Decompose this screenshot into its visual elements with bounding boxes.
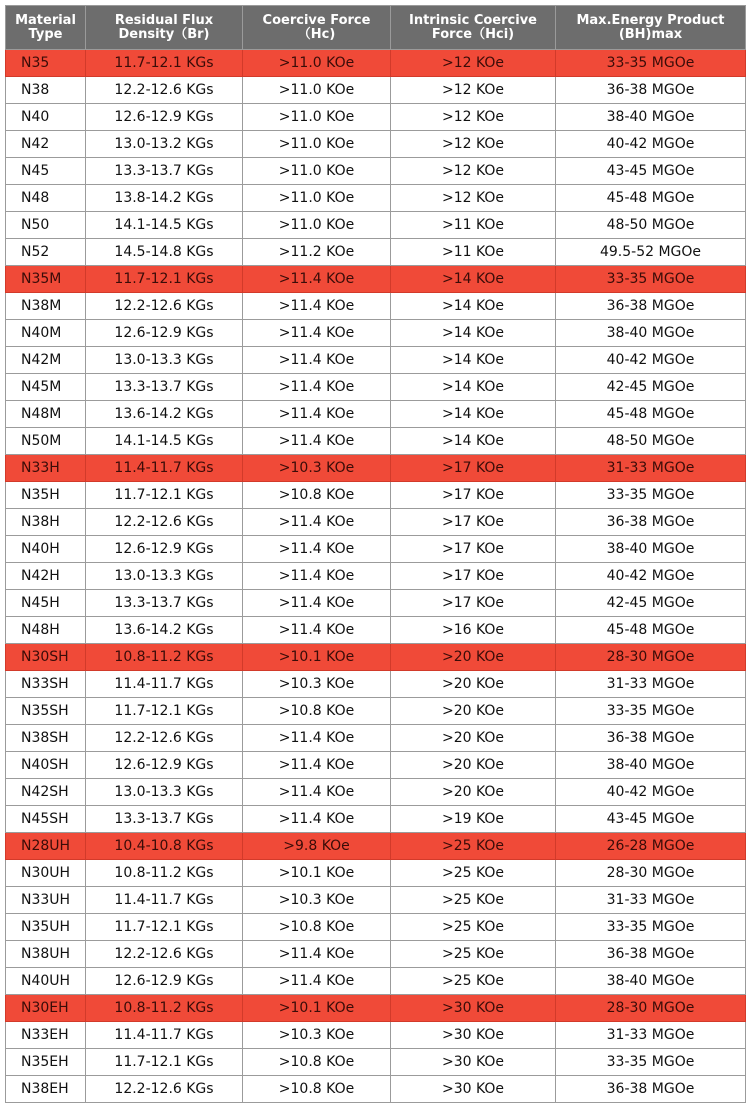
table-row [6, 563, 746, 590]
cell-residual-flux-density: 12.2-12.6 KGs [86, 509, 243, 536]
table-row [6, 482, 746, 509]
cell-residual-flux-density: 11.7-12.1 KGs [86, 1049, 243, 1076]
cell-max-energy-product: 43-45 MGOe [556, 806, 746, 833]
cell-intrinsic-coercive-force: >12 KOe [391, 185, 556, 212]
table-row [6, 50, 746, 77]
cell-material-type: N40UH [6, 968, 86, 995]
table-row [6, 914, 746, 941]
cell-material-type: N33H [6, 455, 86, 482]
cell-max-energy-product: 31-33 MGOe [556, 1022, 746, 1049]
cell-material-type: N35SH [6, 698, 86, 725]
table-header [6, 6, 746, 50]
cell-residual-flux-density: 11.7-12.1 KGs [86, 914, 243, 941]
cell-coercive-force: >11.0 KOe [243, 77, 391, 104]
cell-coercive-force: >11.4 KOe [243, 266, 391, 293]
cell-material-type: N52 [6, 239, 86, 266]
cell-coercive-force: >10.8 KOe [243, 914, 391, 941]
cell-material-type: N48H [6, 617, 86, 644]
cell-max-energy-product: 31-33 MGOe [556, 671, 746, 698]
cell-intrinsic-coercive-force: >12 KOe [391, 50, 556, 77]
table-row [6, 401, 746, 428]
header-material-type [6, 6, 86, 50]
cell-residual-flux-density: 11.4-11.7 KGs [86, 1022, 243, 1049]
cell-coercive-force: >9.8 KOe [243, 833, 391, 860]
table-row [6, 995, 746, 1022]
table-row [6, 671, 746, 698]
cell-material-type: N45SH [6, 806, 86, 833]
cell-intrinsic-coercive-force: >14 KOe [391, 293, 556, 320]
cell-residual-flux-density: 13.6-14.2 KGs [86, 401, 243, 428]
cell-coercive-force: >11.0 KOe [243, 212, 391, 239]
cell-coercive-force: >11.4 KOe [243, 374, 391, 401]
cell-max-energy-product: 48-50 MGOe [556, 212, 746, 239]
cell-coercive-force: >11.4 KOe [243, 293, 391, 320]
cell-max-energy-product: 33-35 MGOe [556, 482, 746, 509]
table-row [6, 968, 746, 995]
cell-max-energy-product: 36-38 MGOe [556, 941, 746, 968]
cell-intrinsic-coercive-force: >20 KOe [391, 779, 556, 806]
header-row [6, 6, 746, 50]
cell-coercive-force: >11.4 KOe [243, 617, 391, 644]
cell-intrinsic-coercive-force: >17 KOe [391, 536, 556, 563]
table-body [6, 50, 746, 1103]
cell-material-type: N45 [6, 158, 86, 185]
cell-intrinsic-coercive-force: >12 KOe [391, 158, 556, 185]
cell-intrinsic-coercive-force: >30 KOe [391, 1076, 556, 1103]
magnet-grade-table [5, 5, 746, 1103]
table-row [6, 509, 746, 536]
table-row [6, 860, 746, 887]
cell-material-type: N38SH [6, 725, 86, 752]
cell-material-type: N40M [6, 320, 86, 347]
header-line: Material [15, 12, 76, 28]
cell-max-energy-product: 43-45 MGOe [556, 158, 746, 185]
cell-coercive-force: >11.4 KOe [243, 509, 391, 536]
cell-residual-flux-density: 10.8-11.2 KGs [86, 860, 243, 887]
cell-max-energy-product: 36-38 MGOe [556, 1076, 746, 1103]
table-row [6, 1076, 746, 1103]
table-row [6, 806, 746, 833]
cell-material-type: N38M [6, 293, 86, 320]
cell-intrinsic-coercive-force: >12 KOe [391, 131, 556, 158]
cell-material-type: N35 [6, 50, 86, 77]
cell-max-energy-product: 40-42 MGOe [556, 563, 746, 590]
cell-intrinsic-coercive-force: >25 KOe [391, 833, 556, 860]
cell-material-type: N45H [6, 590, 86, 617]
cell-residual-flux-density: 10.8-11.2 KGs [86, 644, 243, 671]
cell-coercive-force: >11.2 KOe [243, 239, 391, 266]
cell-material-type: N38EH [6, 1076, 86, 1103]
cell-residual-flux-density: 13.0-13.3 KGs [86, 779, 243, 806]
cell-residual-flux-density: 13.0-13.3 KGs [86, 563, 243, 590]
header-max-energy-product [556, 6, 746, 50]
cell-max-energy-product: 31-33 MGOe [556, 455, 746, 482]
cell-intrinsic-coercive-force: >20 KOe [391, 644, 556, 671]
header-residual-flux-density [86, 6, 243, 50]
cell-coercive-force: >11.4 KOe [243, 779, 391, 806]
cell-intrinsic-coercive-force: >25 KOe [391, 887, 556, 914]
cell-intrinsic-coercive-force: >30 KOe [391, 1022, 556, 1049]
cell-material-type: N45M [6, 374, 86, 401]
table-row [6, 158, 746, 185]
cell-max-energy-product: 33-35 MGOe [556, 50, 746, 77]
header-line: Max.Energy Product [576, 12, 725, 28]
header-line: Coercive Force [262, 12, 371, 28]
cell-material-type: N48M [6, 401, 86, 428]
cell-intrinsic-coercive-force: >11 KOe [391, 212, 556, 239]
cell-intrinsic-coercive-force: >25 KOe [391, 860, 556, 887]
cell-residual-flux-density: 12.6-12.9 KGs [86, 104, 243, 131]
header-line: Type [28, 26, 63, 42]
cell-max-energy-product: 49.5-52 MGOe [556, 239, 746, 266]
cell-residual-flux-density: 11.4-11.7 KGs [86, 671, 243, 698]
cell-coercive-force: >11.4 KOe [243, 968, 391, 995]
cell-max-energy-product: 33-35 MGOe [556, 266, 746, 293]
cell-residual-flux-density: 13.6-14.2 KGs [86, 617, 243, 644]
cell-material-type: N40H [6, 536, 86, 563]
cell-intrinsic-coercive-force: >11 KOe [391, 239, 556, 266]
cell-residual-flux-density: 13.3-13.7 KGs [86, 590, 243, 617]
cell-coercive-force: >10.8 KOe [243, 1076, 391, 1103]
cell-max-energy-product: 33-35 MGOe [556, 698, 746, 725]
table-row [6, 536, 746, 563]
table-row [6, 644, 746, 671]
cell-intrinsic-coercive-force: >19 KOe [391, 806, 556, 833]
cell-residual-flux-density: 12.6-12.9 KGs [86, 752, 243, 779]
cell-residual-flux-density: 14.5-14.8 KGs [86, 239, 243, 266]
cell-max-energy-product: 45-48 MGOe [556, 401, 746, 428]
cell-material-type: N30SH [6, 644, 86, 671]
cell-coercive-force: >11.4 KOe [243, 536, 391, 563]
table-row [6, 77, 746, 104]
cell-max-energy-product: 42-45 MGOe [556, 590, 746, 617]
magnet-grade-table-container [5, 5, 745, 1103]
table-row [6, 428, 746, 455]
table-row [6, 698, 746, 725]
cell-max-energy-product: 33-35 MGOe [556, 914, 746, 941]
cell-intrinsic-coercive-force: >17 KOe [391, 563, 556, 590]
cell-max-energy-product: 36-38 MGOe [556, 77, 746, 104]
header-line: （Hc) [297, 26, 336, 42]
cell-max-energy-product: 36-38 MGOe [556, 509, 746, 536]
cell-coercive-force: >10.1 KOe [243, 860, 391, 887]
cell-max-energy-product: 28-30 MGOe [556, 860, 746, 887]
cell-intrinsic-coercive-force: >30 KOe [391, 1049, 556, 1076]
cell-max-energy-product: 45-48 MGOe [556, 185, 746, 212]
cell-coercive-force: >11.4 KOe [243, 320, 391, 347]
cell-residual-flux-density: 12.2-12.6 KGs [86, 77, 243, 104]
cell-residual-flux-density: 11.7-12.1 KGs [86, 266, 243, 293]
cell-material-type: N40SH [6, 752, 86, 779]
cell-coercive-force: >10.8 KOe [243, 1049, 391, 1076]
cell-coercive-force: >11.0 KOe [243, 185, 391, 212]
cell-intrinsic-coercive-force: >20 KOe [391, 698, 556, 725]
cell-material-type: N33SH [6, 671, 86, 698]
cell-max-energy-product: 42-45 MGOe [556, 374, 746, 401]
cell-intrinsic-coercive-force: >25 KOe [391, 968, 556, 995]
table-row [6, 239, 746, 266]
cell-residual-flux-density: 12.2-12.6 KGs [86, 293, 243, 320]
table-row [6, 212, 746, 239]
header-line: Density（Br) [118, 26, 210, 42]
cell-intrinsic-coercive-force: >14 KOe [391, 347, 556, 374]
cell-material-type: N42 [6, 131, 86, 158]
cell-intrinsic-coercive-force: >20 KOe [391, 752, 556, 779]
cell-residual-flux-density: 13.3-13.7 KGs [86, 158, 243, 185]
table-row [6, 374, 746, 401]
cell-material-type: N50 [6, 212, 86, 239]
table-row [6, 1022, 746, 1049]
cell-material-type: N48 [6, 185, 86, 212]
header-line: Intrinsic Coercive [408, 12, 537, 28]
cell-residual-flux-density: 12.2-12.6 KGs [86, 725, 243, 752]
cell-residual-flux-density: 12.2-12.6 KGs [86, 1076, 243, 1103]
cell-max-energy-product: 38-40 MGOe [556, 104, 746, 131]
table-row [6, 293, 746, 320]
cell-coercive-force: >11.4 KOe [243, 752, 391, 779]
cell-material-type: N28UH [6, 833, 86, 860]
cell-max-energy-product: 40-42 MGOe [556, 347, 746, 374]
cell-intrinsic-coercive-force: >14 KOe [391, 266, 556, 293]
cell-coercive-force: >10.8 KOe [243, 698, 391, 725]
cell-max-energy-product: 28-30 MGOe [556, 995, 746, 1022]
cell-material-type: N38UH [6, 941, 86, 968]
cell-residual-flux-density: 11.7-12.1 KGs [86, 50, 243, 77]
cell-residual-flux-density: 14.1-14.5 KGs [86, 212, 243, 239]
cell-max-energy-product: 40-42 MGOe [556, 131, 746, 158]
cell-residual-flux-density: 12.2-12.6 KGs [86, 941, 243, 968]
header-line: (BH)max [618, 26, 683, 42]
cell-intrinsic-coercive-force: >14 KOe [391, 401, 556, 428]
cell-intrinsic-coercive-force: >12 KOe [391, 104, 556, 131]
cell-residual-flux-density: 11.4-11.7 KGs [86, 455, 243, 482]
cell-intrinsic-coercive-force: >14 KOe [391, 428, 556, 455]
cell-residual-flux-density: 11.7-12.1 KGs [86, 482, 243, 509]
cell-residual-flux-density: 10.4-10.8 KGs [86, 833, 243, 860]
cell-coercive-force: >11.4 KOe [243, 941, 391, 968]
cell-residual-flux-density: 13.8-14.2 KGs [86, 185, 243, 212]
cell-coercive-force: >11.0 KOe [243, 50, 391, 77]
table-row [6, 779, 746, 806]
cell-material-type: N30UH [6, 860, 86, 887]
cell-intrinsic-coercive-force: >17 KOe [391, 482, 556, 509]
cell-intrinsic-coercive-force: >30 KOe [391, 995, 556, 1022]
table-row [6, 887, 746, 914]
header-line: Force（Hci) [431, 26, 515, 42]
table-row [6, 131, 746, 158]
cell-material-type: N38 [6, 77, 86, 104]
cell-intrinsic-coercive-force: >25 KOe [391, 941, 556, 968]
cell-residual-flux-density: 13.0-13.3 KGs [86, 347, 243, 374]
cell-coercive-force: >11.4 KOe [243, 725, 391, 752]
cell-material-type: N35EH [6, 1049, 86, 1076]
cell-material-type: N35M [6, 266, 86, 293]
cell-intrinsic-coercive-force: >14 KOe [391, 320, 556, 347]
cell-residual-flux-density: 12.6-12.9 KGs [86, 536, 243, 563]
cell-max-energy-product: 40-42 MGOe [556, 779, 746, 806]
cell-coercive-force: >10.3 KOe [243, 1022, 391, 1049]
cell-residual-flux-density: 10.8-11.2 KGs [86, 995, 243, 1022]
cell-coercive-force: >11.4 KOe [243, 590, 391, 617]
cell-material-type: N35H [6, 482, 86, 509]
table-row [6, 455, 746, 482]
cell-max-energy-product: 38-40 MGOe [556, 536, 746, 563]
cell-max-energy-product: 36-38 MGOe [556, 725, 746, 752]
cell-residual-flux-density: 11.7-12.1 KGs [86, 698, 243, 725]
cell-max-energy-product: 38-40 MGOe [556, 752, 746, 779]
cell-residual-flux-density: 12.6-12.9 KGs [86, 968, 243, 995]
cell-intrinsic-coercive-force: >17 KOe [391, 509, 556, 536]
table-row [6, 185, 746, 212]
table-row [6, 1049, 746, 1076]
cell-residual-flux-density: 14.1-14.5 KGs [86, 428, 243, 455]
table-row [6, 941, 746, 968]
cell-coercive-force: >10.8 KOe [243, 482, 391, 509]
cell-residual-flux-density: 13.3-13.7 KGs [86, 374, 243, 401]
cell-coercive-force: >10.3 KOe [243, 671, 391, 698]
cell-intrinsic-coercive-force: >12 KOe [391, 77, 556, 104]
cell-max-energy-product: 48-50 MGOe [556, 428, 746, 455]
cell-coercive-force: >10.1 KOe [243, 644, 391, 671]
cell-intrinsic-coercive-force: >17 KOe [391, 455, 556, 482]
cell-intrinsic-coercive-force: >16 KOe [391, 617, 556, 644]
cell-max-energy-product: 38-40 MGOe [556, 320, 746, 347]
cell-coercive-force: >10.3 KOe [243, 887, 391, 914]
cell-residual-flux-density: 11.4-11.7 KGs [86, 887, 243, 914]
cell-coercive-force: >10.3 KOe [243, 455, 391, 482]
cell-coercive-force: >11.4 KOe [243, 428, 391, 455]
cell-intrinsic-coercive-force: >20 KOe [391, 725, 556, 752]
table-row [6, 590, 746, 617]
cell-intrinsic-coercive-force: >25 KOe [391, 914, 556, 941]
header-intrinsic-coercive-force [391, 6, 556, 50]
table-row [6, 320, 746, 347]
cell-coercive-force: >11.4 KOe [243, 806, 391, 833]
cell-coercive-force: >11.4 KOe [243, 401, 391, 428]
cell-max-energy-product: 33-35 MGOe [556, 1049, 746, 1076]
cell-coercive-force: >11.4 KOe [243, 347, 391, 374]
cell-max-energy-product: 45-48 MGOe [556, 617, 746, 644]
cell-coercive-force: >11.4 KOe [243, 563, 391, 590]
cell-intrinsic-coercive-force: >14 KOe [391, 374, 556, 401]
cell-max-energy-product: 28-30 MGOe [556, 644, 746, 671]
table-row [6, 266, 746, 293]
cell-material-type: N30EH [6, 995, 86, 1022]
cell-intrinsic-coercive-force: >17 KOe [391, 590, 556, 617]
cell-material-type: N42H [6, 563, 86, 590]
cell-coercive-force: >11.0 KOe [243, 104, 391, 131]
cell-coercive-force: >11.0 KOe [243, 158, 391, 185]
cell-coercive-force: >11.0 KOe [243, 131, 391, 158]
cell-max-energy-product: 26-28 MGOe [556, 833, 746, 860]
cell-material-type: N50M [6, 428, 86, 455]
cell-material-type: N33EH [6, 1022, 86, 1049]
table-row [6, 752, 746, 779]
header-coercive-force [243, 6, 391, 50]
cell-material-type: N42SH [6, 779, 86, 806]
table-row [6, 617, 746, 644]
cell-material-type: N38H [6, 509, 86, 536]
cell-residual-flux-density: 13.3-13.7 KGs [86, 806, 243, 833]
cell-intrinsic-coercive-force: >20 KOe [391, 671, 556, 698]
cell-residual-flux-density: 13.0-13.2 KGs [86, 131, 243, 158]
cell-material-type: N40 [6, 104, 86, 131]
cell-max-energy-product: 31-33 MGOe [556, 887, 746, 914]
header-line: Residual Flux [114, 12, 214, 28]
cell-coercive-force: >10.1 KOe [243, 995, 391, 1022]
table-row [6, 347, 746, 374]
cell-material-type: N42M [6, 347, 86, 374]
cell-max-energy-product: 38-40 MGOe [556, 968, 746, 995]
cell-max-energy-product: 36-38 MGOe [556, 293, 746, 320]
cell-material-type: N35UH [6, 914, 86, 941]
table-row [6, 833, 746, 860]
table-row [6, 725, 746, 752]
cell-material-type: N33UH [6, 887, 86, 914]
cell-residual-flux-density: 12.6-12.9 KGs [86, 320, 243, 347]
table-row [6, 104, 746, 131]
